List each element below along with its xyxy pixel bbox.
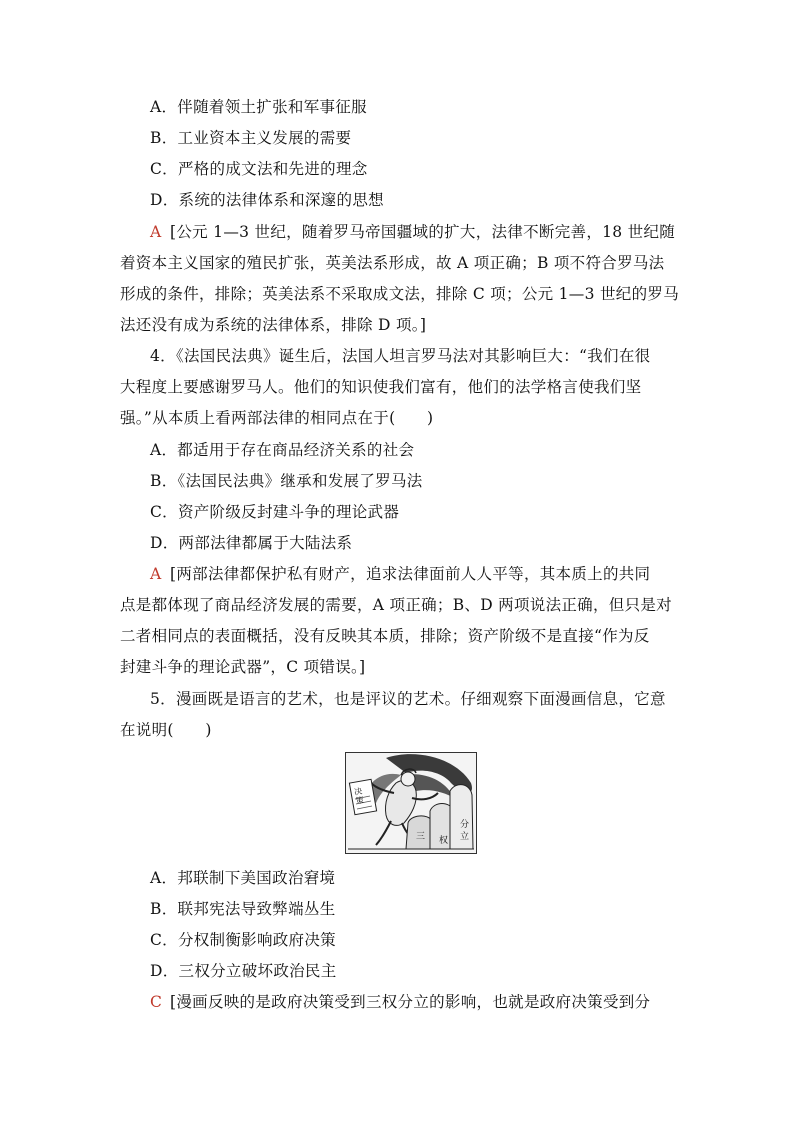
q4-stem-line-1: 4．《法国民法典》诞生后，法国人坦言罗马法对其影响巨大：“我们在很 — [150, 347, 651, 365]
q4-stem-line-2: 大程度上要感谢罗马人。他们的知识使我们富有，他们的法学格言使我们坚 — [120, 378, 642, 396]
cartoon-label-fen: 分 — [460, 820, 470, 830]
q4-answer-line-4: 封建斗争的理论武器”，C 项错误。] — [120, 658, 366, 676]
q4-answer-text-1: [两部法律都保护私有财产，追求法律面前人人平等，其本质上的共同 — [170, 565, 651, 583]
q4-stem-line-3: 强。”从本质上看两部法律的相同点在于( ) — [120, 409, 434, 427]
q3-option-c: C．严格的成文法和先进的理念 — [150, 160, 368, 178]
cartoon-label-decision: 决策 — [353, 786, 365, 806]
q4-answer-letter: A — [150, 565, 162, 583]
q3-option-b: B．工业资本主义发展的需要 — [150, 129, 352, 147]
q5-answer-text-1: [漫画反映的是政府决策受到三权分立的影响，也就是政府决策受到分 — [170, 993, 651, 1011]
q3-answer-line-3: 形成的条件，排除；英美法系不采取成文法，排除 C 项；公元 1—3 世纪的罗马 — [120, 285, 679, 303]
q4-option-a: A．都适用于存在商品经济关系的社会 — [150, 441, 415, 459]
q3-option-a: A．伴随着领土扩张和军事征服 — [150, 98, 367, 116]
q3-option-d: D．系统的法律体系和深邃的思想 — [150, 191, 384, 209]
q4-answer-line-3: 二者相同点的表面概括，没有反映其本质，排除；资产阶级不是直接“作为反 — [120, 627, 650, 645]
q3-answer-line-4: 法还没有成为系统的法律体系，排除 D 项。] — [120, 316, 427, 334]
q5-answer-letter: C — [150, 993, 163, 1011]
cartoon-label-quan: 权 — [439, 836, 449, 846]
q5-stem-line-1: 5．漫画既是语言的艺术，也是评议的艺术。仔细观察下面漫画信息，它意 — [150, 690, 666, 708]
q3-answer-line-1 — [150, 222, 675, 242]
q5-option-a: A．邦联制下美国政治窘境 — [150, 869, 336, 887]
cartoon-label-san: 三 — [416, 832, 426, 842]
q5-stem-line-2: 在说明( ) — [120, 721, 212, 739]
q4-answer-line-1 — [150, 564, 650, 584]
q5-option-c: C．分权制衡影响政府决策 — [150, 931, 336, 949]
q5-answer-line-1 — [150, 992, 650, 1012]
q4-option-b: B．《法国民法典》继承和发展了罗马法 — [150, 472, 423, 490]
q4-answer-line-2: 点是都体现了商品经济发展的需要，A 项正确；B、D 两项说法正确，但只是对 — [120, 596, 672, 614]
q3-answer-line-2: 着资本主义国家的殖民扩张，英美法系形成，故 A 项正确；B 项不符合罗马法 — [120, 254, 665, 272]
q3-answer-letter: A — [150, 223, 162, 241]
q3-answer-text-1: [公元 1—3 世纪，随着罗马帝国疆域的扩大，法律不断完善，18 世纪随 — [170, 223, 676, 241]
political-cartoon — [345, 752, 477, 854]
cartoon-label-li: 立 — [460, 832, 470, 842]
q4-option-d: D．两部法律都属于大陆法系 — [150, 534, 353, 552]
q5-option-b: B．联邦宪法导致弊端丛生 — [150, 900, 336, 918]
q5-option-d: D．三权分立破坏政治民主 — [150, 962, 337, 980]
q4-option-c: C．资产阶级反封建斗争的理论武器 — [150, 503, 400, 521]
